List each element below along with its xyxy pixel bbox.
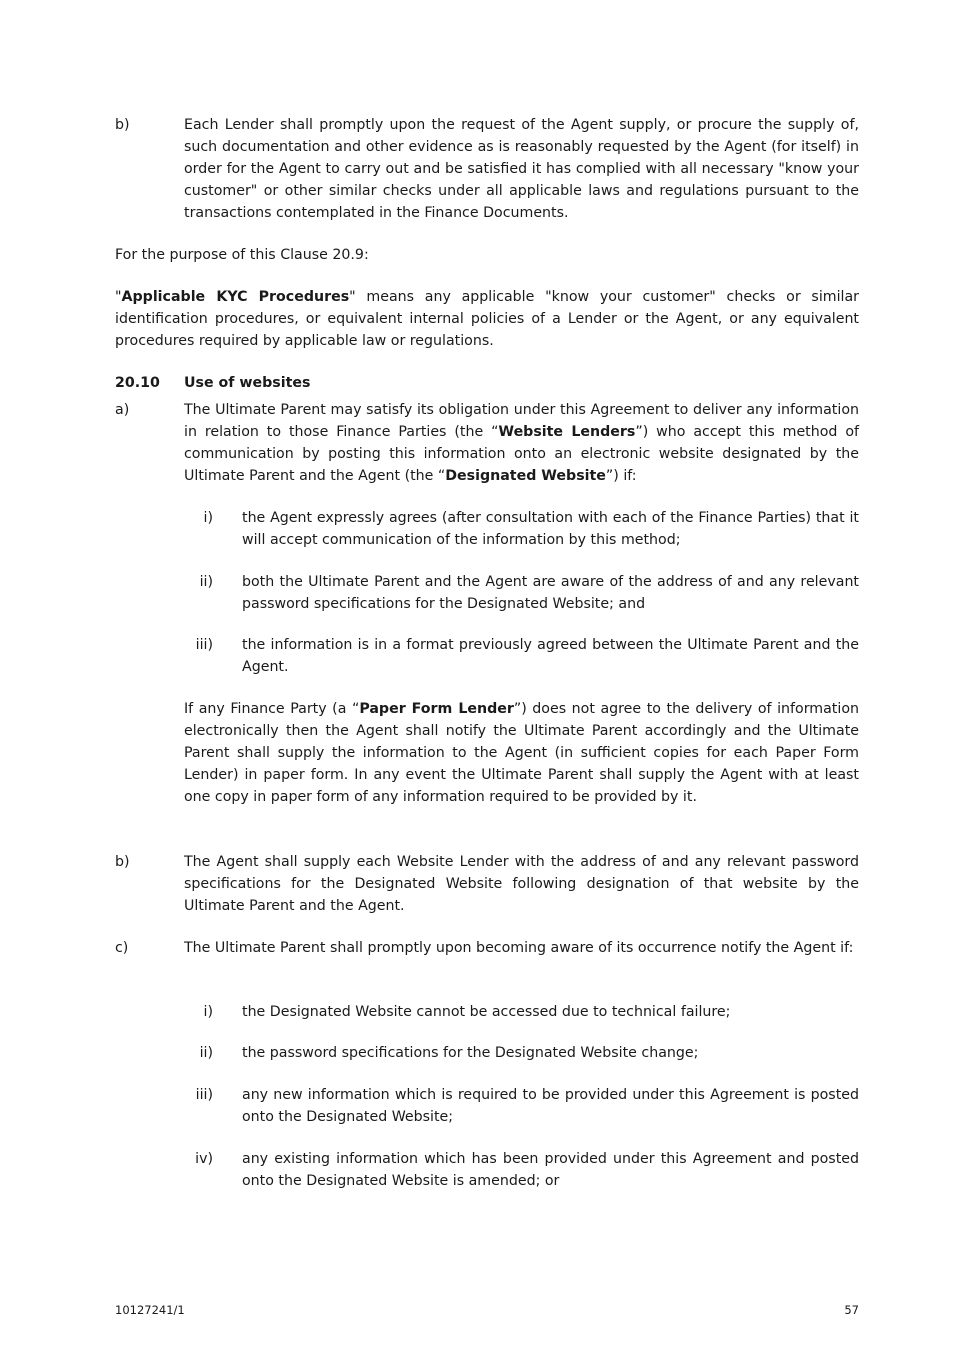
definition-term: Applicable KYC Procedures <box>121 289 350 305</box>
sub-item-a-i: the Agent expressly agrees (after consultation with each of the Finance Parties) that it will accept communication of the information by this method; <box>242 510 859 549</box>
sub-item-c-i: the Designated Website cannot be accessed due to technical failure; <box>242 1004 731 1020</box>
kyc-definition <box>115 286 859 352</box>
clause-label-c: c) <box>115 940 129 956</box>
clause-a-text-part2: ”) who accept this method of communication by posting this information onto an electronic website designated by the Ultimate Parent and the Agent (the “ <box>184 424 859 485</box>
purpose-line: For the purpose of this Clause 20.9: <box>115 247 369 263</box>
term-paper-form-lender: Paper Form Lender <box>359 701 514 717</box>
clause-c-text: The Ultimate Parent shall promptly upon becoming aware of its occurrence notify the Agent if: <box>184 940 854 956</box>
clause-b2-text: The Agent shall supply each Website Lender with the address of and any relevant password specifications for the Designated Website following designation of that website by the Ultimate Parent and the Agent. <box>184 854 859 915</box>
clause-a-text-part3: ”) if: <box>605 468 637 485</box>
clause-label-b2: b) <box>115 854 130 870</box>
paper-form-text-part1: If any Finance Party (a “ <box>184 701 360 717</box>
footer-page-number: 57 <box>844 1303 859 1317</box>
sub-label-a-iii: iii) <box>195 637 213 653</box>
term-designated-website: Designated Website <box>445 468 606 485</box>
sub-label-c-iii: iii) <box>195 1087 213 1103</box>
sub-item-c-iii: any new information which is required to be provided under this Agreement is posted onto the Designated Website; <box>242 1087 859 1126</box>
clause-a-text <box>184 399 859 487</box>
paper-form-text-part2: ”) does not agree to the delivery of information electronically then the Agent shall notify the Ultimate Parent accordingly and the Ultimate Parent shall supply the information to the Agent (in sufficient copies for each Paper Form Lender) in paper form. In any event the Ultimate Parent shall supply the Agent with at least one copy in paper form of any information required to be provided by it. <box>184 701 859 806</box>
section-number: 20.10 <box>115 375 160 391</box>
sub-item-c-ii: the password specifications for the Designated Website change; <box>242 1045 699 1061</box>
term-website-lenders: Website Lenders <box>498 424 636 441</box>
sub-label-c-iv: iv) <box>195 1151 213 1167</box>
clause-a-text-part1: The Ultimate Parent may satisfy its obligation under this Agreement to deliver any information in relation to those Finance Parties (the “ <box>184 402 859 441</box>
definition-quote-close: " <box>349 289 356 305</box>
definition-quote-open: " <box>115 289 122 305</box>
definition-text: means any applicable "know your customer" checks or similar identification procedures, or equivalent internal policies of a Lender or the Agent, or any equivalent procedures required by applicable law or regulations. <box>115 289 859 350</box>
sub-item-c-iv: any existing information which has been provided under this Agreement and posted onto the Designated Website is amended; or <box>242 1151 859 1190</box>
sub-item-a-iii: the information is in a format previously agreed between the Ultimate Parent and the Agent. <box>242 637 859 676</box>
paper-form-paragraph <box>184 698 859 808</box>
sub-item-a-ii: both the Ultimate Parent and the Agent are aware of the address of and any relevant password specifications for the Designated Website; and <box>242 574 859 613</box>
sub-label-a-i: i) <box>203 510 213 526</box>
clause-label-b: b) <box>115 117 130 133</box>
clause-b-text: Each Lender shall promptly upon the request of the Agent supply, or procure the supply of, such documentation and other evidence as is reasonably requested by the Agent (for itself) in order for the Agent to carry out and be satisfied it has complied with all necessary "know your customer" or other similar checks under all applicable laws and regulations pursuant to the transactions contemplated in the Finance Documents. <box>184 117 859 222</box>
section-title: Use of websites <box>184 375 311 391</box>
footer-doc-ref: 10127241/1 <box>115 1303 185 1317</box>
clause-label-a: a) <box>115 402 130 418</box>
sub-label-c-ii: ii) <box>199 1045 213 1061</box>
sub-label-c-i: i) <box>203 1004 213 1020</box>
sub-label-a-ii: ii) <box>199 574 213 590</box>
